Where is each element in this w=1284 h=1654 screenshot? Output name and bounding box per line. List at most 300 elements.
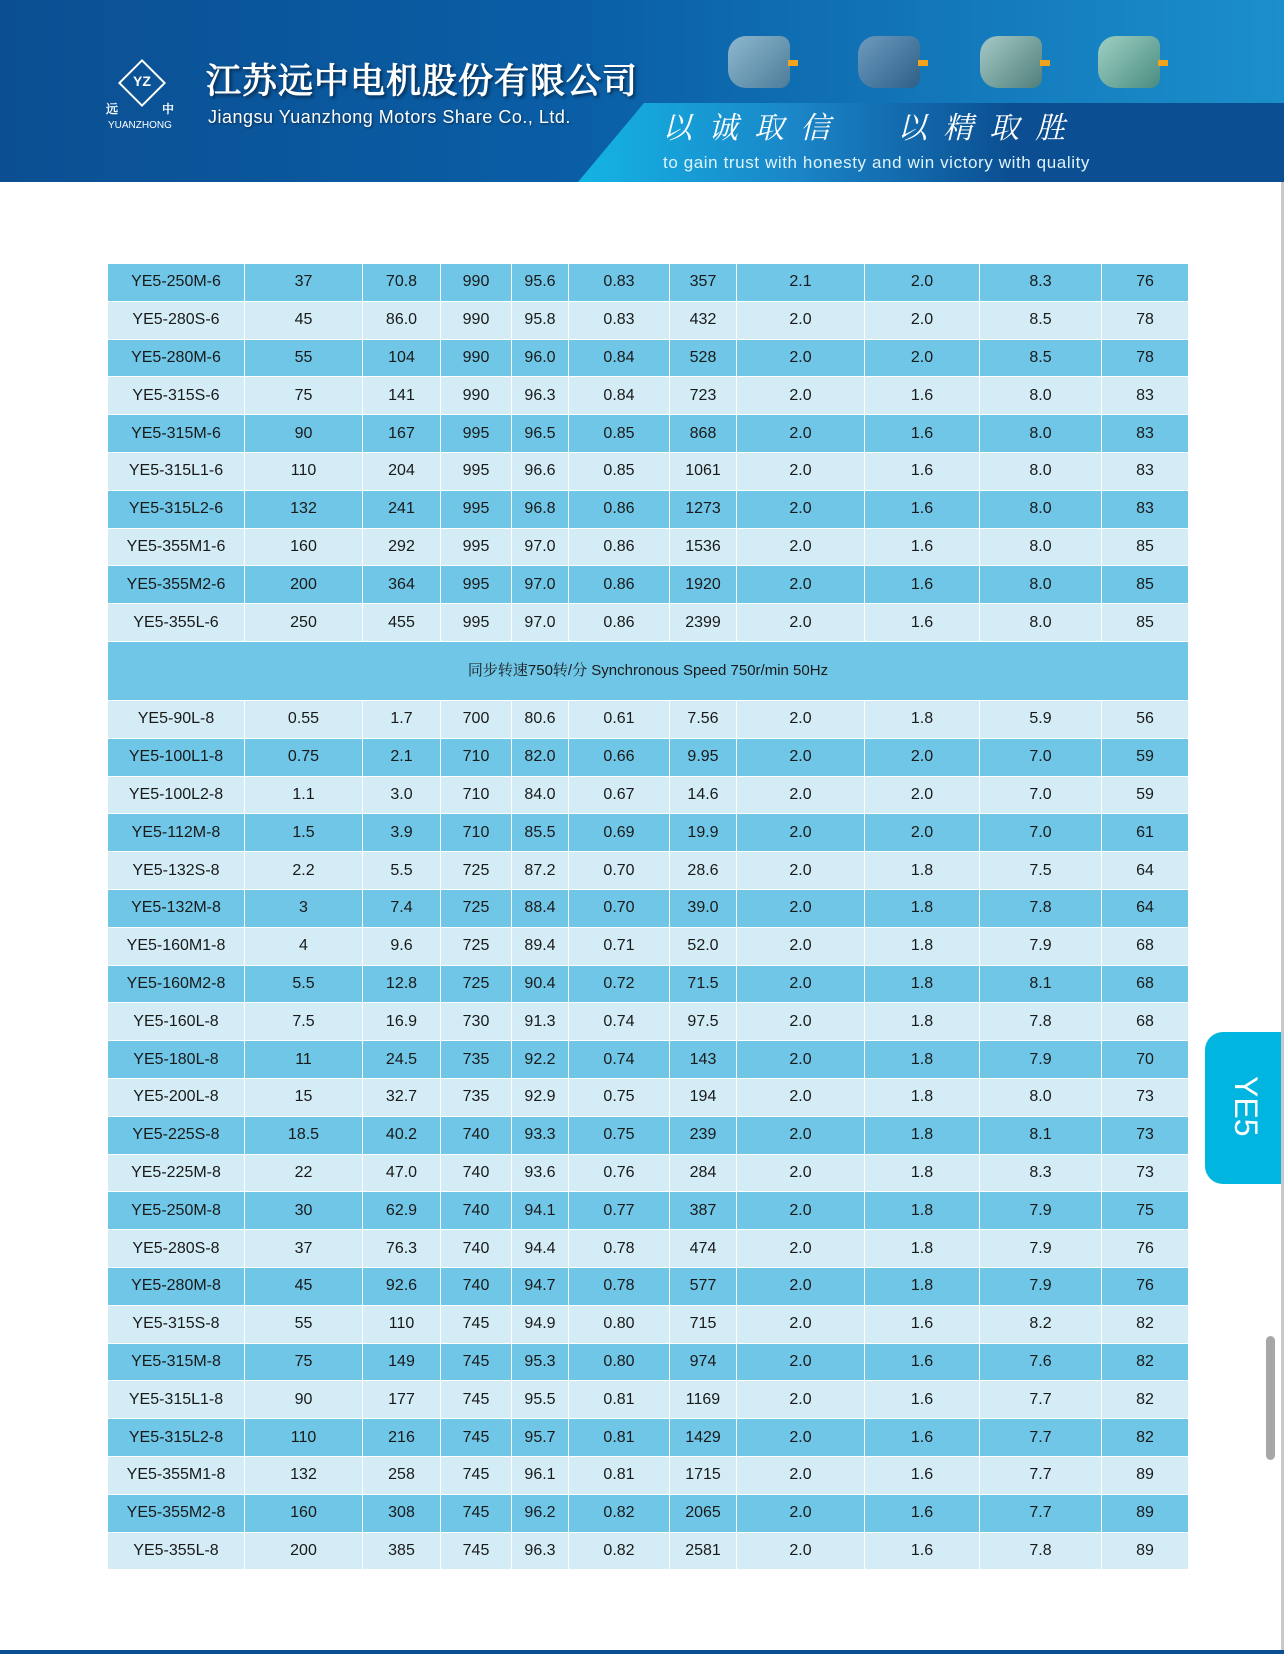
value-cell: 974 — [670, 1343, 737, 1381]
value-cell: 89 — [1102, 1532, 1189, 1570]
value-cell: 1.8 — [865, 965, 980, 1003]
value-cell: 8.0 — [980, 490, 1102, 528]
value-cell: 18.5 — [245, 1116, 363, 1154]
value-cell: 725 — [441, 852, 512, 890]
value-cell: 2.0 — [865, 814, 980, 852]
value-cell: 474 — [670, 1230, 737, 1268]
value-cell: 1.7 — [363, 700, 441, 738]
value-cell: 75 — [245, 377, 363, 415]
value-cell: 2.0 — [865, 776, 980, 814]
model-cell: YE5-90L-8 — [108, 700, 245, 738]
value-cell: 59 — [1102, 776, 1189, 814]
value-cell: 745 — [441, 1419, 512, 1457]
value-cell: 97.0 — [512, 604, 569, 642]
table-row — [108, 1116, 1189, 1154]
value-cell: 15 — [245, 1078, 363, 1116]
value-cell: 5.9 — [980, 700, 1102, 738]
value-cell: 740 — [441, 1154, 512, 1192]
value-cell: 0.74 — [569, 1041, 670, 1079]
value-cell: 725 — [441, 889, 512, 927]
vertical-scrollbar[interactable] — [1266, 1336, 1275, 1460]
value-cell: 725 — [441, 965, 512, 1003]
table-row — [108, 738, 1189, 776]
value-cell: 0.85 — [569, 452, 670, 490]
value-cell: 1.6 — [865, 1456, 980, 1494]
value-cell: 745 — [441, 1456, 512, 1494]
value-cell: 745 — [441, 1305, 512, 1343]
value-cell: 2399 — [670, 604, 737, 642]
value-cell: 84.0 — [512, 776, 569, 814]
value-cell: 2.2 — [245, 852, 363, 890]
value-cell: 2.0 — [737, 1419, 865, 1457]
value-cell: 528 — [670, 339, 737, 377]
value-cell: 132 — [245, 1456, 363, 1494]
value-cell: 2.0 — [737, 1116, 865, 1154]
model-cell: YE5-132S-8 — [108, 852, 245, 890]
value-cell: 0.84 — [569, 377, 670, 415]
table-row — [108, 700, 1189, 738]
value-cell: 2.0 — [737, 1230, 865, 1268]
model-cell: YE5-180L-8 — [108, 1041, 245, 1079]
value-cell: 93.6 — [512, 1154, 569, 1192]
model-cell: YE5-315L1-8 — [108, 1381, 245, 1419]
value-cell: 0.78 — [569, 1230, 670, 1268]
value-cell: 52.0 — [670, 927, 737, 965]
value-cell: 8.3 — [980, 264, 1102, 302]
value-cell: 1061 — [670, 452, 737, 490]
value-cell: 80.6 — [512, 700, 569, 738]
value-cell: 258 — [363, 1456, 441, 1494]
value-cell: 61 — [1102, 814, 1189, 852]
logo-cn-left: 远 — [106, 102, 119, 116]
value-cell: 0.83 — [569, 264, 670, 302]
value-cell: 710 — [441, 738, 512, 776]
value-cell: 0.71 — [569, 927, 670, 965]
value-cell: 1536 — [670, 528, 737, 566]
model-cell: YE5-160M1-8 — [108, 927, 245, 965]
table-row — [108, 339, 1189, 377]
value-cell: 82 — [1102, 1305, 1189, 1343]
value-cell: 1.6 — [865, 1419, 980, 1457]
value-cell: 0.75 — [569, 1078, 670, 1116]
value-cell: 385 — [363, 1532, 441, 1570]
value-cell: 745 — [441, 1494, 512, 1532]
table-row — [108, 301, 1189, 339]
value-cell: 1.6 — [865, 1532, 980, 1570]
table-row — [108, 852, 1189, 890]
value-cell: 1.6 — [865, 528, 980, 566]
table-row — [108, 1230, 1189, 1268]
value-cell: 735 — [441, 1078, 512, 1116]
value-cell: 70 — [1102, 1041, 1189, 1079]
table-row — [108, 1078, 1189, 1116]
value-cell: 990 — [441, 339, 512, 377]
value-cell: 995 — [441, 452, 512, 490]
value-cell: 59 — [1102, 738, 1189, 776]
value-cell: 143 — [670, 1041, 737, 1079]
model-cell: YE5-315S-8 — [108, 1305, 245, 1343]
value-cell: 710 — [441, 776, 512, 814]
value-cell: 1.1 — [245, 776, 363, 814]
table-row — [108, 566, 1189, 604]
value-cell: 995 — [441, 604, 512, 642]
value-cell: 95.6 — [512, 264, 569, 302]
model-cell: YE5-132M-8 — [108, 889, 245, 927]
model-cell: YE5-355M2-6 — [108, 566, 245, 604]
value-cell: 3.0 — [363, 776, 441, 814]
value-cell: 292 — [363, 528, 441, 566]
value-cell: 82 — [1102, 1381, 1189, 1419]
value-cell: 1.8 — [865, 889, 980, 927]
value-cell: 7.7 — [980, 1456, 1102, 1494]
model-cell: YE5-355L-8 — [108, 1532, 245, 1570]
value-cell: 2.0 — [865, 738, 980, 776]
value-cell: 73 — [1102, 1154, 1189, 1192]
value-cell: 0.70 — [569, 889, 670, 927]
model-cell: YE5-250M-6 — [108, 264, 245, 302]
table-row — [108, 814, 1189, 852]
value-cell: 0.55 — [245, 700, 363, 738]
model-cell: YE5-112M-8 — [108, 814, 245, 852]
motor-image-icon — [1098, 36, 1160, 88]
value-cell: 76 — [1102, 1267, 1189, 1305]
value-cell: 5.5 — [245, 965, 363, 1003]
value-cell: 2.0 — [737, 965, 865, 1003]
value-cell: 7.4 — [363, 889, 441, 927]
value-cell: 284 — [670, 1154, 737, 1192]
value-cell: 2.0 — [737, 889, 865, 927]
value-cell: 96.3 — [512, 377, 569, 415]
value-cell: 1.8 — [865, 1041, 980, 1079]
value-cell: 740 — [441, 1116, 512, 1154]
table-row — [108, 1305, 1189, 1343]
motor-image-icon — [858, 36, 920, 88]
value-cell: 2.0 — [737, 1532, 865, 1570]
value-cell: 2.0 — [737, 1003, 865, 1041]
value-cell: 19.9 — [670, 814, 737, 852]
value-cell: 90.4 — [512, 965, 569, 1003]
value-cell: 7.7 — [980, 1381, 1102, 1419]
value-cell: 92.9 — [512, 1078, 569, 1116]
value-cell: 96.6 — [512, 452, 569, 490]
value-cell: 1.6 — [865, 377, 980, 415]
value-cell: 8.0 — [980, 452, 1102, 490]
table-row — [108, 1456, 1189, 1494]
value-cell: 0.86 — [569, 604, 670, 642]
value-cell: 85 — [1102, 566, 1189, 604]
value-cell: 30 — [245, 1192, 363, 1230]
model-cell: YE5-355M2-8 — [108, 1494, 245, 1532]
value-cell: 9.95 — [670, 738, 737, 776]
model-cell: YE5-315M-8 — [108, 1343, 245, 1381]
value-cell: 8.5 — [980, 339, 1102, 377]
value-cell: 55 — [245, 1305, 363, 1343]
value-cell: 2.0 — [865, 339, 980, 377]
company-name-en: Jiangsu Yuanzhong Motors Share Co., Ltd. — [208, 107, 571, 127]
value-cell: 2.0 — [737, 1305, 865, 1343]
value-cell: 308 — [363, 1494, 441, 1532]
logo-en: YUANZHONG — [108, 120, 172, 131]
value-cell: 204 — [363, 452, 441, 490]
value-cell: 1.6 — [865, 1381, 980, 1419]
value-cell: 1715 — [670, 1456, 737, 1494]
model-cell: YE5-250M-8 — [108, 1192, 245, 1230]
value-cell: 76 — [1102, 1230, 1189, 1268]
motor-image-icon — [728, 36, 790, 88]
value-cell: 7.0 — [980, 738, 1102, 776]
value-cell: 2.0 — [737, 1078, 865, 1116]
value-cell: 82.0 — [512, 738, 569, 776]
value-cell: 1.8 — [865, 852, 980, 890]
page-header-banner — [0, 0, 1284, 182]
value-cell: 132 — [245, 490, 363, 528]
value-cell: 5.5 — [363, 852, 441, 890]
model-cell: YE5-225M-8 — [108, 1154, 245, 1192]
value-cell: 2.0 — [737, 1192, 865, 1230]
value-cell: 70.8 — [363, 264, 441, 302]
value-cell: 7.9 — [980, 927, 1102, 965]
section-title: 同步转速750转/分 Synchronous Speed 750r/min 50Hz — [108, 641, 1189, 700]
value-cell: 7.5 — [980, 852, 1102, 890]
value-cell: 96.5 — [512, 415, 569, 453]
value-cell: 2.0 — [865, 301, 980, 339]
value-cell: 2.0 — [865, 264, 980, 302]
value-cell: 40.2 — [363, 1116, 441, 1154]
motor-spec-table — [107, 263, 1189, 1570]
table-row — [108, 1003, 1189, 1041]
value-cell: 96.0 — [512, 339, 569, 377]
company-name-cn: 江苏远中电机股份有限公司 — [206, 62, 639, 101]
value-cell: 75 — [245, 1343, 363, 1381]
value-cell: 1169 — [670, 1381, 737, 1419]
value-cell: 62.9 — [363, 1192, 441, 1230]
value-cell: 0.86 — [569, 566, 670, 604]
value-cell: 90 — [245, 415, 363, 453]
value-cell: 0.75 — [569, 1116, 670, 1154]
value-cell: 2.0 — [737, 738, 865, 776]
value-cell: 2.0 — [737, 1456, 865, 1494]
value-cell: 200 — [245, 1532, 363, 1570]
value-cell: 0.85 — [569, 415, 670, 453]
value-cell: 37 — [245, 264, 363, 302]
value-cell: 710 — [441, 814, 512, 852]
value-cell: 78 — [1102, 339, 1189, 377]
value-cell: 1.6 — [865, 1305, 980, 1343]
value-cell: 1.6 — [865, 1343, 980, 1381]
value-cell: 2.0 — [737, 566, 865, 604]
value-cell: 12.8 — [363, 965, 441, 1003]
series-tab-ye5[interactable] — [1205, 1032, 1284, 1184]
value-cell: 250 — [245, 604, 363, 642]
value-cell: 160 — [245, 528, 363, 566]
value-cell: 2.0 — [737, 700, 865, 738]
value-cell: 11 — [245, 1041, 363, 1079]
value-cell: 96.3 — [512, 1532, 569, 1570]
value-cell: 1.8 — [865, 927, 980, 965]
value-cell: 160 — [245, 1494, 363, 1532]
value-cell: 1.8 — [865, 1192, 980, 1230]
value-cell: 82 — [1102, 1343, 1189, 1381]
value-cell: 868 — [670, 415, 737, 453]
value-cell: 2.0 — [737, 1343, 865, 1381]
value-cell: 83 — [1102, 415, 1189, 453]
value-cell: 725 — [441, 927, 512, 965]
table-row — [108, 528, 1189, 566]
value-cell: 3.9 — [363, 814, 441, 852]
value-cell: 95.8 — [512, 301, 569, 339]
value-cell: 7.7 — [980, 1494, 1102, 1532]
value-cell: 76.3 — [363, 1230, 441, 1268]
value-cell: 8.0 — [980, 604, 1102, 642]
model-cell: YE5-160M2-8 — [108, 965, 245, 1003]
model-cell: YE5-100L1-8 — [108, 738, 245, 776]
value-cell: 7.9 — [980, 1041, 1102, 1079]
value-cell: 85.5 — [512, 814, 569, 852]
value-cell: 1.8 — [865, 1078, 980, 1116]
value-cell: 990 — [441, 301, 512, 339]
value-cell: 740 — [441, 1230, 512, 1268]
model-cell: YE5-280S-6 — [108, 301, 245, 339]
value-cell: 723 — [670, 377, 737, 415]
value-cell: 0.76 — [569, 1154, 670, 1192]
value-cell: 7.8 — [980, 889, 1102, 927]
value-cell: 995 — [441, 528, 512, 566]
value-cell: 0.74 — [569, 1003, 670, 1041]
value-cell: 2.0 — [737, 377, 865, 415]
value-cell: 455 — [363, 604, 441, 642]
value-cell: 45 — [245, 1267, 363, 1305]
value-cell: 92.6 — [363, 1267, 441, 1305]
value-cell: 8.0 — [980, 528, 1102, 566]
table-row — [108, 889, 1189, 927]
value-cell: 0.67 — [569, 776, 670, 814]
footer-line — [0, 1650, 1284, 1654]
value-cell: 24.5 — [363, 1041, 441, 1079]
value-cell: 39.0 — [670, 889, 737, 927]
value-cell: 216 — [363, 1419, 441, 1457]
value-cell: 1.6 — [865, 1494, 980, 1532]
value-cell: 7.56 — [670, 700, 737, 738]
series-tab-label: YE5 — [1228, 1076, 1264, 1137]
value-cell: 91.3 — [512, 1003, 569, 1041]
value-cell: 8.0 — [980, 1078, 1102, 1116]
value-cell: 75 — [1102, 1192, 1189, 1230]
value-cell: 104 — [363, 339, 441, 377]
value-cell: 93.3 — [512, 1116, 569, 1154]
value-cell: 8.1 — [980, 965, 1102, 1003]
model-cell: YE5-225S-8 — [108, 1116, 245, 1154]
value-cell: 2.0 — [737, 1041, 865, 1079]
value-cell: 0.81 — [569, 1456, 670, 1494]
value-cell: 86.0 — [363, 301, 441, 339]
value-cell: 56 — [1102, 700, 1189, 738]
value-cell: 68 — [1102, 1003, 1189, 1041]
value-cell: 2.0 — [737, 927, 865, 965]
value-cell: 96.1 — [512, 1456, 569, 1494]
value-cell: 64 — [1102, 852, 1189, 890]
value-cell: 0.84 — [569, 339, 670, 377]
model-cell: YE5-200L-8 — [108, 1078, 245, 1116]
value-cell: 88.4 — [512, 889, 569, 927]
value-cell: 76 — [1102, 264, 1189, 302]
value-cell: 89 — [1102, 1456, 1189, 1494]
value-cell: 357 — [670, 264, 737, 302]
value-cell: 995 — [441, 415, 512, 453]
value-cell: 745 — [441, 1343, 512, 1381]
logo-cn-right: 中 — [162, 102, 175, 116]
table-row — [108, 1419, 1189, 1457]
value-cell: 78 — [1102, 301, 1189, 339]
section-header-row — [108, 641, 1189, 700]
value-cell: 995 — [441, 490, 512, 528]
value-cell: 0.72 — [569, 965, 670, 1003]
table-row — [108, 927, 1189, 965]
value-cell: 730 — [441, 1003, 512, 1041]
value-cell: 89.4 — [512, 927, 569, 965]
value-cell: 2.1 — [737, 264, 865, 302]
table-row — [108, 776, 1189, 814]
value-cell: 71.5 — [670, 965, 737, 1003]
value-cell: 2.1 — [363, 738, 441, 776]
value-cell: 1.6 — [865, 452, 980, 490]
value-cell: 1.8 — [865, 1230, 980, 1268]
value-cell: 82 — [1102, 1419, 1189, 1457]
value-cell: 2.0 — [737, 415, 865, 453]
value-cell: 1429 — [670, 1419, 737, 1457]
model-cell: YE5-280M-8 — [108, 1267, 245, 1305]
value-cell: 1.8 — [865, 1003, 980, 1041]
table-row — [108, 490, 1189, 528]
value-cell: 200 — [245, 566, 363, 604]
value-cell: 8.3 — [980, 1154, 1102, 1192]
value-cell: 83 — [1102, 452, 1189, 490]
value-cell: 83 — [1102, 490, 1189, 528]
value-cell: 22 — [245, 1154, 363, 1192]
value-cell: 700 — [441, 700, 512, 738]
value-cell: 16.9 — [363, 1003, 441, 1041]
table-row — [108, 1494, 1189, 1532]
value-cell: 577 — [670, 1267, 737, 1305]
value-cell: 2.0 — [737, 852, 865, 890]
value-cell: 194 — [670, 1078, 737, 1116]
value-cell: 995 — [441, 566, 512, 604]
table-row — [108, 1532, 1189, 1570]
value-cell: 1.6 — [865, 566, 980, 604]
value-cell: 0.81 — [569, 1381, 670, 1419]
value-cell: 68 — [1102, 965, 1189, 1003]
value-cell: 87.2 — [512, 852, 569, 890]
value-cell: 7.0 — [980, 776, 1102, 814]
value-cell: 95.3 — [512, 1343, 569, 1381]
value-cell: 0.78 — [569, 1267, 670, 1305]
value-cell: 740 — [441, 1192, 512, 1230]
model-cell: YE5-355M1-6 — [108, 528, 245, 566]
value-cell: 0.70 — [569, 852, 670, 890]
value-cell: 0.82 — [569, 1494, 670, 1532]
value-cell: 8.5 — [980, 301, 1102, 339]
value-cell: 4 — [245, 927, 363, 965]
value-cell: 73 — [1102, 1116, 1189, 1154]
value-cell: 94.9 — [512, 1305, 569, 1343]
value-cell: 2.0 — [737, 490, 865, 528]
value-cell: 7.9 — [980, 1230, 1102, 1268]
value-cell: 149 — [363, 1343, 441, 1381]
value-cell: 8.0 — [980, 415, 1102, 453]
value-cell: 1.6 — [865, 604, 980, 642]
value-cell: 1.8 — [865, 1154, 980, 1192]
value-cell: 28.6 — [670, 852, 737, 890]
value-cell: 2.0 — [737, 301, 865, 339]
